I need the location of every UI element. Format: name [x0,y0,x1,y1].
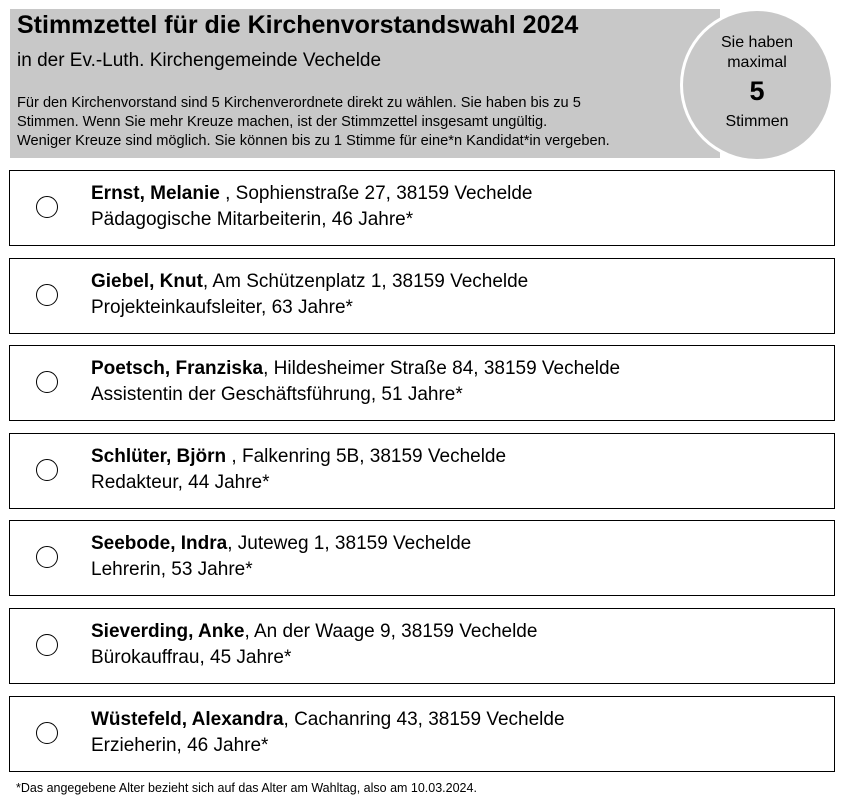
candidate-address: , Cachanring 43, 38159 Vechelde [283,708,565,730]
vote-radio-button[interactable] [36,722,58,744]
badge-vote-count: 5 [749,76,765,106]
candidate-name: Schlüter, Björn [91,445,227,467]
candidate-address: , Hildesheimer Straße 84, 38159 Vechelde [263,358,621,380]
candidate-address: , Falkenring 5B, 38159 Vechelde [226,445,507,467]
ballot-title: Stimmzettel für die Kirchenvorstandswahl 2024 [17,11,579,39]
instruction-line: Stimmen. Wenn Sie mehr Kreuze machen, ist der Stimmzettel insgesamt ungültig. [17,114,548,130]
badge-line-2: maximal [727,54,787,71]
candidate-name: Wüstefeld, Alexandra [91,708,284,730]
vote-radio-button[interactable] [36,546,58,568]
candidate-row [9,170,835,246]
candidate-details: Projekteinkaufsleiter, 63 Jahre* [91,296,353,318]
vote-radio-button[interactable] [36,459,58,481]
candidate-name-address [91,532,471,556]
vote-radio-button[interactable] [36,284,58,306]
candidate-details: Redakteur, 44 Jahre* [91,471,270,493]
candidate-row [9,608,835,684]
candidate-row [9,520,835,596]
candidate-address: , An der Waage 9, 38159 Vechelde [244,620,538,642]
ballot-header [10,9,720,158]
candidate-row [9,258,835,334]
candidate-name: Sieverding, Anke [91,620,245,642]
vote-radio-button[interactable] [36,634,58,656]
vote-radio-button[interactable] [36,196,58,218]
candidate-name-address [91,270,528,294]
candidate-address: , Sophienstraße 27, 38159 Vechelde [219,183,533,204]
candidate-details: Assistentin der Geschäftsführung, 51 Jahre* [91,384,463,406]
candidate-name: Giebel, Knut [91,270,203,292]
candidate-details: Lehrerin, 53 Jahre* [91,559,253,581]
candidate-name: Ernst, Melanie [91,183,220,204]
candidate-row [9,433,835,509]
candidate-row [9,696,835,772]
instruction-line: Weniger Kreuze sind möglich. Sie können bis zu 1 Stimme für eine*n Kandidat*in vergeben. [17,133,610,149]
instruction-line: Für den Kirchenvorstand sind 5 Kirchenverordnete direkt zu wählen. Sie haben bis zu 5 [17,95,581,111]
candidate-name-address [91,620,537,644]
vote-radio-button[interactable] [36,371,58,393]
badge-line-3: Stimmen [725,113,789,130]
candidate-address: , Juteweg 1, 38159 Vechelde [227,533,472,555]
candidate-name-address [91,357,620,381]
candidate-name: Seebode, Indra [91,533,228,555]
parish-subtitle: in der Ev.-Luth. Kirchengemeinde Vechelde [17,50,382,71]
age-footnote: *Das angegebene Alter bezieht sich auf das Alter am Wahltag, also am 10.03.2024. [16,781,477,795]
candidate-details: Bürokauffrau, 45 Jahre* [91,646,292,668]
candidate-name-address [91,445,506,469]
candidate-name-address [91,708,565,732]
candidate-details: Pädagogische Mitarbeiterin, 46 Jahre* [91,209,414,230]
candidate-row [9,345,835,421]
candidate-details: Erzieherin, 46 Jahre* [91,734,269,756]
candidate-name-address [91,182,533,206]
badge-line-1: Sie haben [720,34,794,51]
candidate-address: , Am Schützenplatz 1, 38159 Vechelde [202,270,529,292]
max-votes-badge [683,11,831,159]
candidate-name: Poetsch, Franziska [91,358,264,380]
candidate-list [9,170,835,783]
voting-instructions [17,94,677,151]
